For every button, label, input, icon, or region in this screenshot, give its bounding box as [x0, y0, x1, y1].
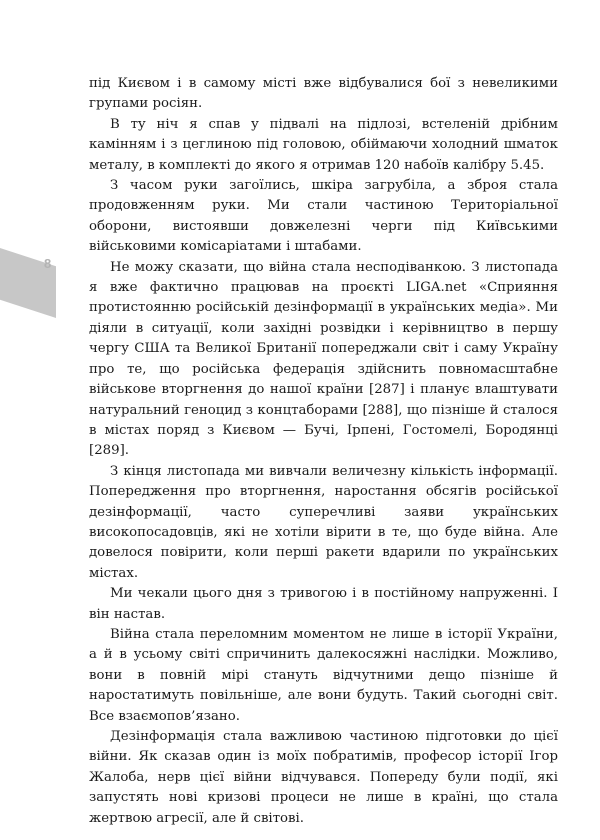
paragraph-2: В ту ніч я спав у підвалі на підлозі, встеленій дрібним камінням і з цеглиною під головою, обіймаючи холодний шматок металу, в комплекті до якого я отримав 120 набоїв калібру 5.45.: [89, 116, 558, 173]
body-text: [89, 74, 558, 829]
paragraph-6: Ми чекали цього дня з тривогою і в постійному напруженні. І він настав.: [89, 586, 558, 622]
paragraph-7: Війна стала переломним моментом не лише в історії України, а й в усьому світі спричинить далекосяжні наслідки. Можливо, вони в повній мірі стануть відчутними дещо пізніше й наростатимуть повільніше, але вони будуть. Такий сьогодні світ. Все взаємопов’язано.: [89, 626, 558, 724]
paragraph-4: Не можу сказати, що війна стала несподіванкою. З листопада я вже фактично працював на проєкті LIGA.net «Сприяння протистоянню російській дезінформації в українських медіа». Ми діяли в ситуації, коли західні розвідки і керівництво в першу чергу США та Великої Британії попереджали світ і саму Україну про те, що російська федерація здійснить повномасштабне військове вторгнення до нашої країни [287] і планує влаштувати натуральний геноцид з концтаборами [288], що пізніше й сталося в містах поряд з Києвом — Бучі, Ірпені, Гостомелі, Бородянці [289].: [89, 259, 558, 459]
paragraph-3: З часом руки загоїлись, шкіра загрубіла, а зброя стала продовженням руки. Ми стали частиною Територіальної оборони, вистоявши довжелезні черги під Київськими військовими комісаріатами і штабами.: [89, 178, 558, 255]
page-number: 8: [44, 256, 52, 271]
paragraph-1: під Києвом і в самому місті вже відбувалися бої з невеликими групами росіян.: [89, 76, 558, 112]
paragraph-8: Дезінформація стала важливою частиною підготовки до цієї війни. Як сказав один із моїх побратимів, професор історії Ігор Жалоба, нерв цієї війни відчувався. Попереду були події, які запустять нові кризові процеси не лише в країні, що стала жертвою агресії, але й світові.: [89, 729, 558, 826]
paragraph-5: З кінця листопада ми вивчали величезну кількість інформації. Попередження про вторгнення, наростання обсягів російської дезінформації, часто суперечливі заяви українських високопосадовців, які не хотіли вірити в те, що буде війна. Але довелося повірити, коли перші ракети вдарили по українських містах.: [89, 463, 558, 581]
